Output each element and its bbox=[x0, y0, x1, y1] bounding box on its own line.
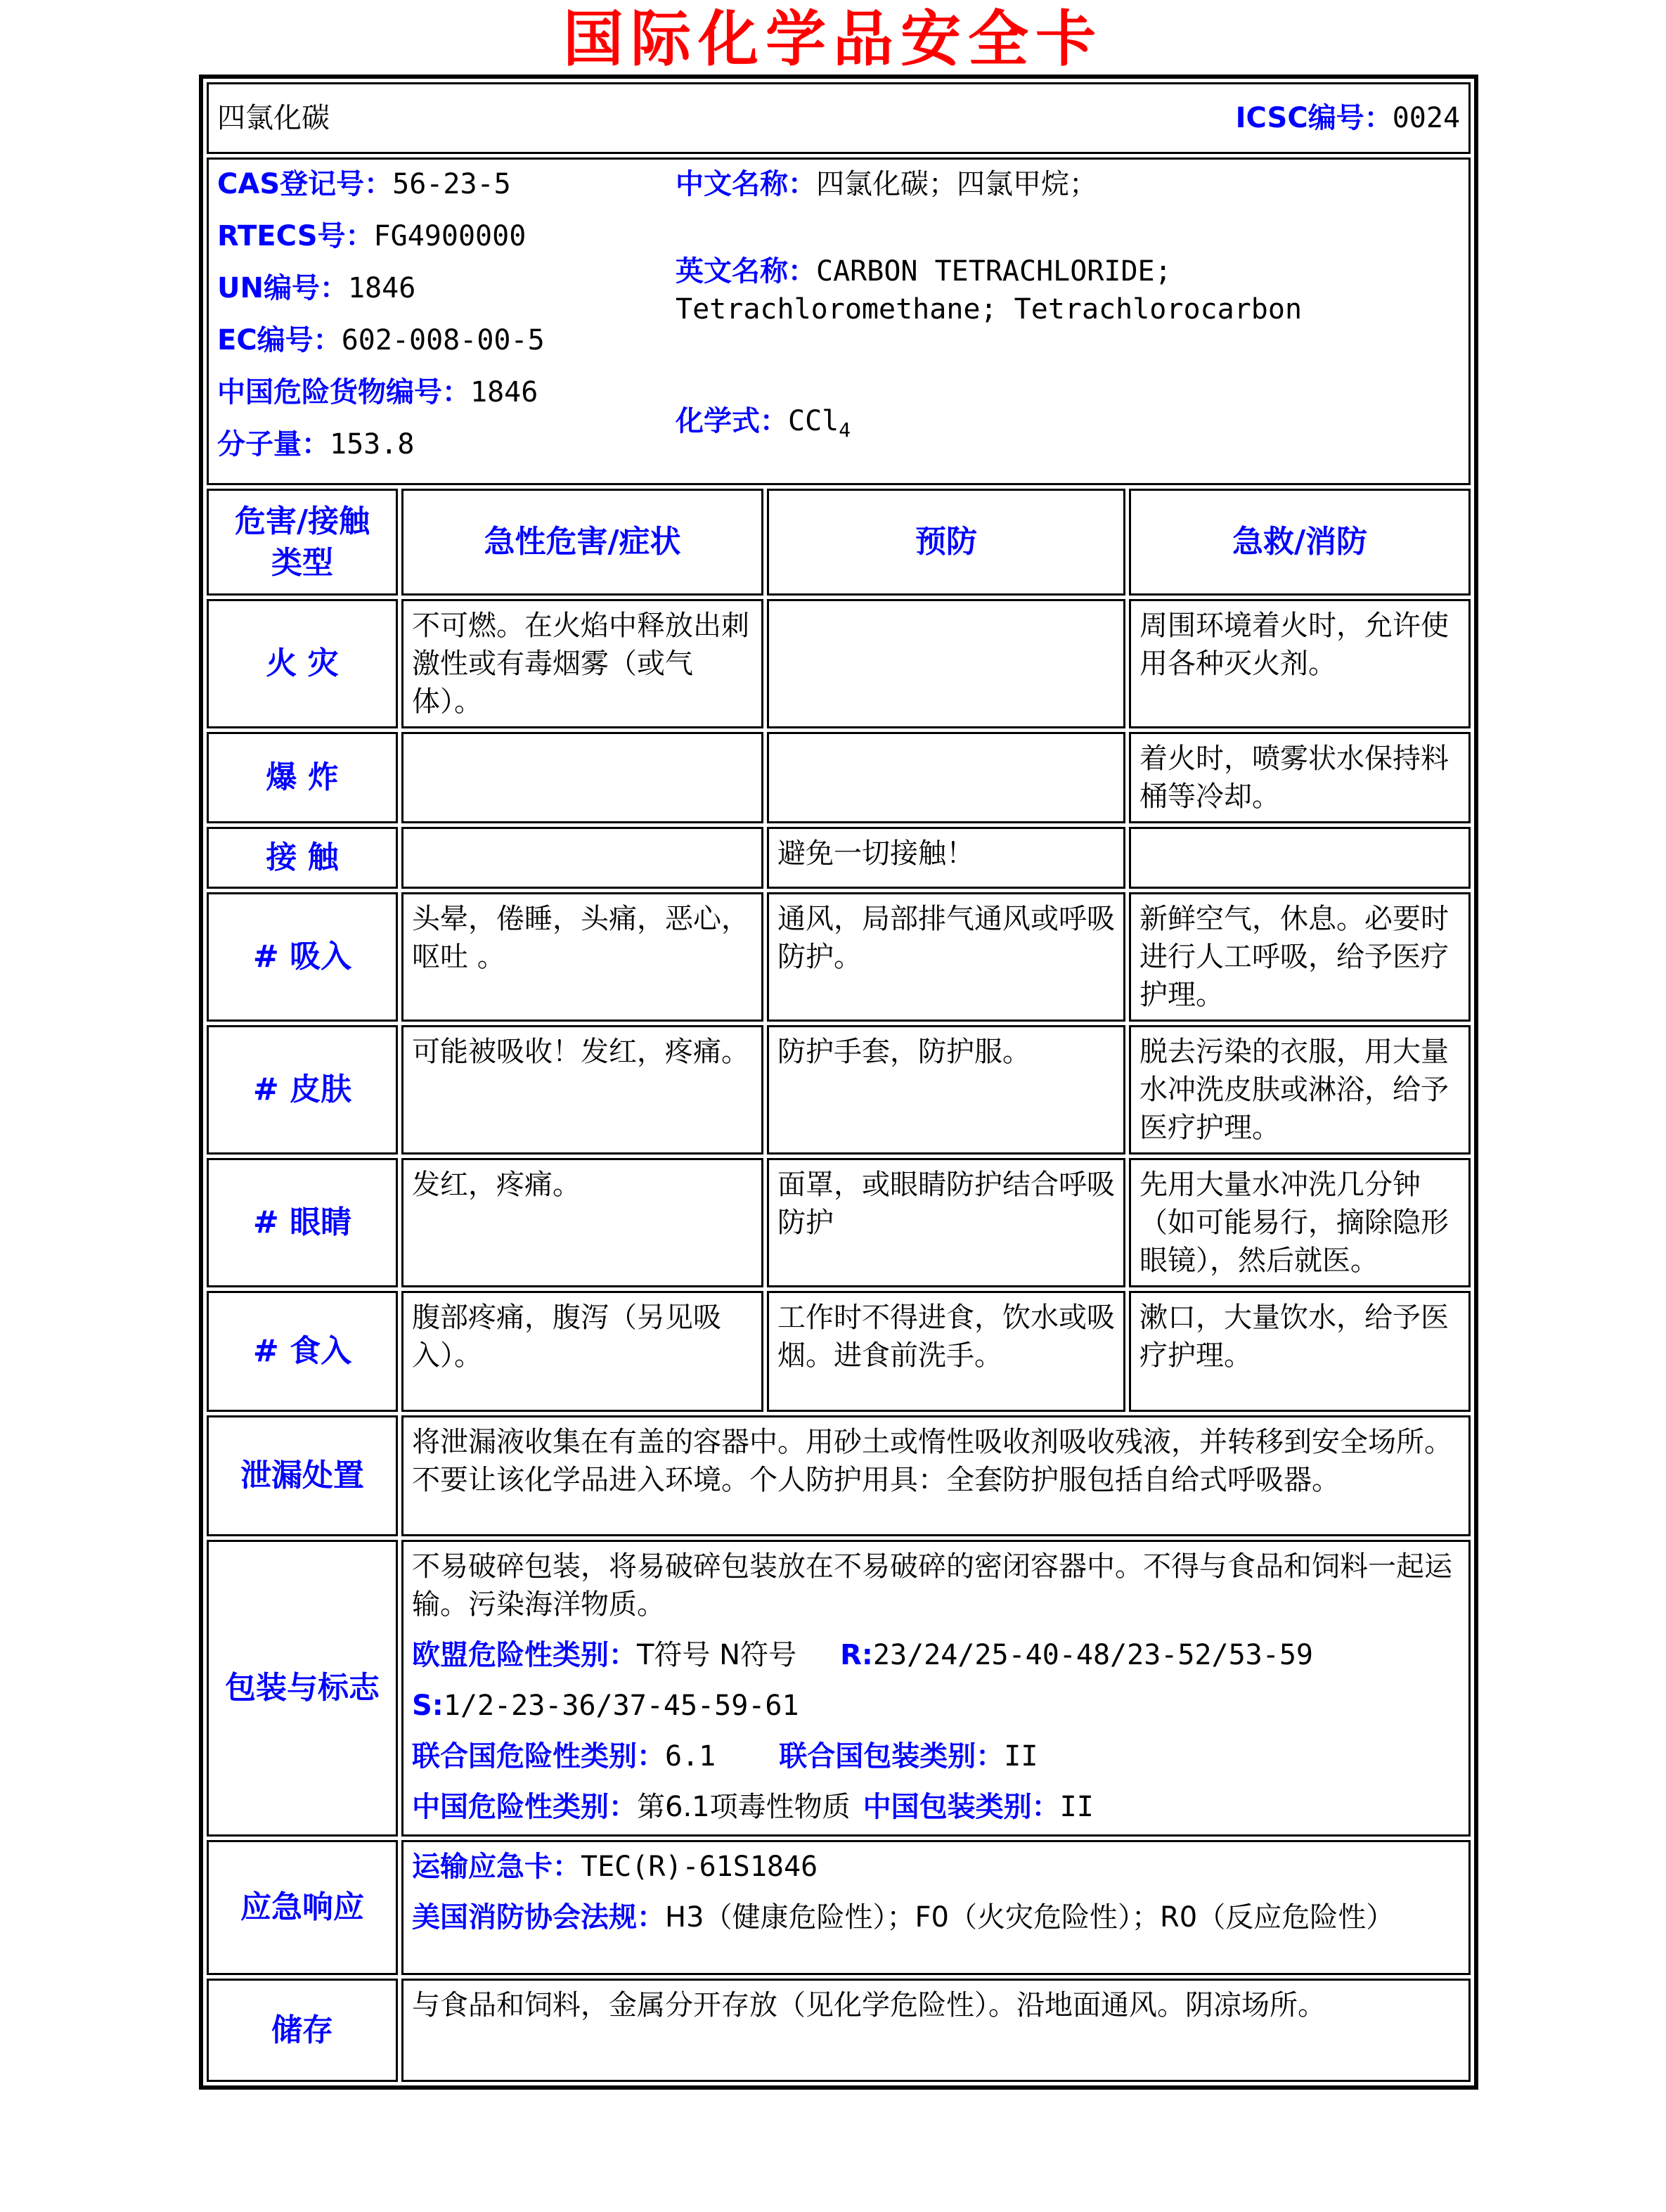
cn-class-line bbox=[412, 1788, 1460, 1826]
identification-right-column bbox=[667, 165, 1460, 477]
chinese-name-value: 四氯化碳；四氯甲烷； bbox=[816, 168, 1097, 200]
ingestion-row-label: # 食入 bbox=[207, 1291, 398, 1412]
emergency-row-label: 应急响应 bbox=[207, 1840, 398, 1975]
safety-card-table bbox=[199, 75, 1478, 2090]
s-phrases-value: 1/2-23-36/37-45-59-61 bbox=[443, 1690, 799, 1722]
spill-row-label: 泄漏处置 bbox=[207, 1415, 398, 1536]
transport-emergency-card-label: 运输应急卡： bbox=[412, 1851, 581, 1883]
identification-row bbox=[207, 157, 1471, 485]
nfpa-code-line bbox=[412, 1898, 1460, 1936]
substance-name: 四氯化碳 bbox=[217, 102, 330, 134]
transport-emergency-card-value: TEC(R)-61S1846 bbox=[581, 1851, 818, 1883]
r-phrases-value: 23/24/25-40-48/23-52/53-59 bbox=[872, 1639, 1314, 1671]
eu-hazard-class-label: 欧盟危险性类别： bbox=[412, 1639, 637, 1671]
eu-hazard-class-value: T符号 N符号 bbox=[637, 1639, 797, 1671]
english-name-value: CARBON TETRACHLORIDE; Tetrachloromethane; Tetrachlorocarbon bbox=[676, 255, 1303, 326]
substance-header-cell bbox=[207, 82, 1471, 154]
icsc-number-value: 0024 bbox=[1392, 102, 1461, 134]
header-hazard-type: 危害/接触 类型 bbox=[207, 489, 398, 596]
skin-symptoms: 可能被吸收！发红，疼痛。 bbox=[401, 1025, 763, 1155]
skin-row-label: # 皮肤 bbox=[207, 1025, 398, 1155]
un-packing-group-value: II bbox=[1004, 1740, 1038, 1773]
header-prevention: 预防 bbox=[767, 489, 1125, 596]
un-number-label: UN编号： bbox=[217, 272, 348, 304]
china-dangerous-goods-number-line bbox=[217, 373, 667, 411]
rtecs-number-line bbox=[217, 217, 667, 255]
chinese-name-line bbox=[676, 165, 1460, 203]
explosion-firstaid: 着火时，喷雾状水保持料桶等冷却。 bbox=[1129, 732, 1471, 823]
explosion-row-label: 爆 炸 bbox=[207, 732, 398, 823]
emergency-cell bbox=[401, 1840, 1471, 1975]
eyes-symptoms: 发红，疼痛。 bbox=[401, 1158, 763, 1287]
header-acute-hazards: 急性危害/症状 bbox=[401, 489, 763, 596]
cas-number-line bbox=[217, 165, 667, 203]
rtecs-number-value: FG4900000 bbox=[373, 220, 527, 252]
identification-cell bbox=[207, 157, 1471, 485]
inhalation-symptoms: 头晕，倦睡，头痛，恶心，呕吐 。 bbox=[401, 892, 763, 1022]
packaging-cell bbox=[401, 1540, 1471, 1837]
skin-firstaid: 脱去污染的衣服，用大量水冲洗皮肤或淋浴，给予医疗护理。 bbox=[1129, 1025, 1471, 1155]
table-row bbox=[207, 1540, 1471, 1837]
ec-number-line bbox=[217, 321, 667, 359]
cn-packing-group-label: 中国包装类别： bbox=[863, 1791, 1060, 1823]
table-row bbox=[207, 1415, 1471, 1536]
eyes-prevention: 面罩，或眼睛防护结合呼吸防护 bbox=[767, 1158, 1125, 1287]
nfpa-code-value: H3（健康危险性）；F0（火灾危险性）；R0（反应危险性） bbox=[665, 1901, 1395, 1934]
chinese-name-label: 中文名称： bbox=[676, 168, 816, 200]
chemical-formula-value: CCl$_4$ bbox=[788, 405, 851, 442]
contact-symptoms bbox=[401, 827, 763, 889]
fire-symptoms: 不可燃。在火焰中释放出刺激性或有毒烟雾（或气体）。 bbox=[401, 599, 763, 728]
r-phrases-label: R: bbox=[840, 1639, 873, 1671]
fire-prevention bbox=[767, 599, 1125, 728]
substance-header-row bbox=[207, 82, 1471, 154]
table-row bbox=[207, 1840, 1471, 1975]
explosion-prevention bbox=[767, 732, 1125, 823]
table-row bbox=[207, 1025, 1471, 1155]
packaging-row-label: 包装与标志 bbox=[207, 1540, 398, 1837]
packaging-intro: 不易破碎包装，将易破碎包装放在不易破碎的密闭容器中。不得与食品和饲料一起运输。污染海洋物质。 bbox=[412, 1550, 1452, 1621]
fire-row-label: 火 灾 bbox=[207, 599, 398, 728]
ingestion-firstaid: 漱口，大量饮水，给予医疗护理。 bbox=[1129, 1291, 1471, 1412]
inhalation-firstaid: 新鲜空气，休息。必要时进行人工呼吸，给予医疗护理。 bbox=[1129, 892, 1471, 1022]
table-row bbox=[207, 892, 1471, 1022]
table-row bbox=[207, 599, 1471, 728]
eyes-row-label: # 眼睛 bbox=[207, 1158, 398, 1287]
hazard-header-row bbox=[207, 489, 1471, 596]
transport-emergency-card-line bbox=[412, 1848, 1460, 1886]
english-name-label: 英文名称： bbox=[676, 255, 816, 288]
china-dangerous-goods-number-label: 中国危险货物编号： bbox=[217, 376, 470, 409]
cn-hazard-class-value: 第6.1项毒性物质 bbox=[637, 1791, 851, 1823]
cas-number-label: CAS登记号： bbox=[217, 168, 393, 200]
un-hazard-class-value: 6.1 bbox=[665, 1740, 716, 1773]
molecular-weight-value: 153.8 bbox=[330, 428, 415, 461]
table-row bbox=[207, 1291, 1471, 1412]
s-phrases-label: S: bbox=[412, 1690, 444, 1722]
icsc-number bbox=[1236, 99, 1460, 137]
ec-number-value: 602-008-00-5 bbox=[341, 324, 545, 356]
un-hazard-class-label: 联合国危险性类别： bbox=[412, 1740, 665, 1773]
table-row bbox=[207, 1158, 1471, 1287]
eyes-firstaid: 先用大量水冲洗几分钟（如可能易行，摘除隐形眼镜），然后就医。 bbox=[1129, 1158, 1471, 1287]
s-phrases-line bbox=[412, 1687, 1460, 1725]
chemical-formula-label: 化学式： bbox=[676, 405, 788, 437]
rtecs-number-label: RTECS号： bbox=[217, 220, 374, 252]
storage-row-label: 储存 bbox=[207, 1979, 398, 2082]
english-name-line bbox=[676, 252, 1460, 328]
chemical-formula-line bbox=[676, 402, 1460, 444]
cas-number-value: 56-23-5 bbox=[392, 168, 511, 200]
contact-prevention: 避免一切接触！ bbox=[767, 827, 1125, 889]
molecular-weight-label: 分子量： bbox=[217, 428, 330, 461]
fire-firstaid: 周围环境着火时，允许使用各种灭火剂。 bbox=[1129, 599, 1471, 728]
table-row bbox=[207, 1979, 1471, 2082]
un-packing-group-label: 联合国包装类别： bbox=[779, 1740, 1005, 1773]
un-class-line bbox=[412, 1737, 1460, 1775]
page-title: 国际化学品安全卡 bbox=[563, 4, 1103, 75]
storage-text: 与食品和饲料，金属分开存放（见化学危险性）。沿地面通风。阴凉场所。 bbox=[401, 1979, 1471, 2082]
contact-firstaid bbox=[1129, 827, 1471, 889]
table-row bbox=[207, 827, 1471, 889]
ingestion-prevention: 工作时不得进食，饮水或吸烟。进食前洗手。 bbox=[767, 1291, 1125, 1412]
formula-subscript: 4 bbox=[839, 418, 851, 442]
cn-hazard-class-label: 中国危险性类别： bbox=[412, 1791, 637, 1823]
china-dangerous-goods-number-value: 1846 bbox=[470, 376, 538, 409]
ec-number-label: EC编号： bbox=[217, 324, 342, 356]
skin-prevention: 防护手套，防护服。 bbox=[767, 1025, 1125, 1155]
spill-text: 将泄漏液收集在有盖的容器中。用砂土或惰性吸收剂吸收残液，并转移到安全场所。不要让该化学品进入环境。个人防护用具：全套防护服包括自给式呼吸器。 bbox=[401, 1415, 1471, 1536]
inhalation-row-label: # 吸入 bbox=[207, 892, 398, 1022]
molecular-weight-line bbox=[217, 425, 667, 463]
table-row bbox=[207, 732, 1471, 823]
explosion-symptoms bbox=[401, 732, 763, 823]
eu-hazard-class-line bbox=[412, 1636, 1460, 1674]
cn-packing-group-value: II bbox=[1059, 1791, 1094, 1823]
contact-row-label: 接 触 bbox=[207, 827, 398, 889]
un-number-value: 1846 bbox=[347, 272, 416, 304]
nfpa-code-label: 美国消防协会法规： bbox=[412, 1901, 665, 1934]
identification-left-column bbox=[217, 165, 667, 477]
un-number-line bbox=[217, 269, 667, 307]
ingestion-symptoms: 腹部疼痛，腹泻（另见吸入）。 bbox=[401, 1291, 763, 1412]
inhalation-prevention: 通风，局部排气通风或呼吸防护。 bbox=[767, 892, 1125, 1022]
header-first-aid: 急救/消防 bbox=[1129, 489, 1471, 596]
icsc-number-label: ICSC编号： bbox=[1235, 102, 1393, 134]
